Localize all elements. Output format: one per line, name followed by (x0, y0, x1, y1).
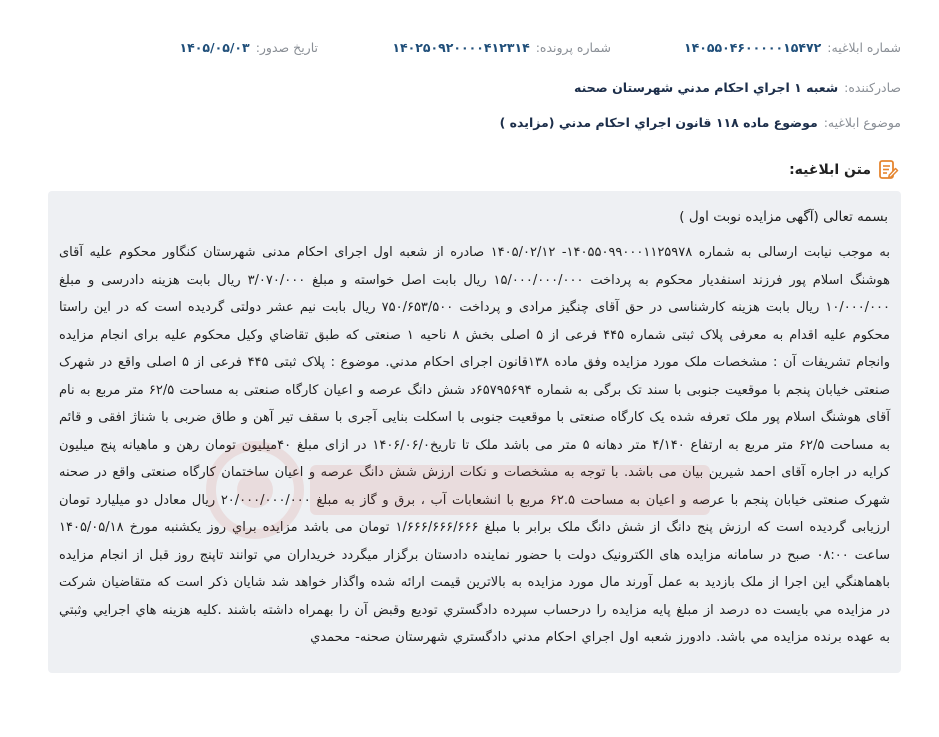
notice-number-field (684, 40, 901, 55)
document-edit-icon (877, 159, 899, 181)
issue-date-label: تاريخ صدور: (255, 39, 318, 55)
issue-date: ۱۴۰۵/۰۵/۰۳ (179, 39, 250, 55)
issuer: شعبه ۱ اجراي احکام مدني شهرستان صحنه (573, 80, 839, 95)
issuer-label: صادرکننده: (844, 80, 901, 95)
issuer-row (574, 80, 901, 95)
content-heading: بسمه تعالی (آگهی مزایده نوبت اول ) (679, 209, 888, 225)
subject-label: موضوع ابلاغيه: (823, 115, 901, 130)
notice-content-box (48, 191, 901, 673)
notice-number-label: شماره ابلاغيه: (827, 39, 901, 55)
subject: موضوع ماده ۱۱۸ قانون اجراي احکام مدني (مزايده ) (499, 115, 818, 130)
notice-number: ۱۴۰۵۵۰۴۶۰۰۰۰۰۱۵۴۷۲ (683, 39, 822, 55)
notice-text-title (789, 159, 899, 181)
issue-date-field (180, 40, 318, 55)
subject-row (500, 115, 901, 130)
content-body: به موجب نیابت ارسالی به شماره ۱۴۰۵۵۰۹۹۰۰۰۱۱۲۵۹۷۸- ۱۴۰۵/۰۲/۱۲ صادره از شعبه اول اجرای احکام مدنی شهرستان کنگاور محکوم علیه آقای هوشنگ اسلام پور فرزند اسنفدیار محکوم به پرداخت ۱۵/۰۰۰/۰۰۰/۰۰۰ ریال بابت اصل خواسته و مبلغ ۳/۰۷۰/۰۰۰ ریال بابت هزینه دادرسی و مبلغ ۱۰/۰۰۰/۰۰۰ ریال بابت هزینه کارشناسی در حق آقای چنگیز مرادی و پرداخت ۷۵۰/۶۵۳/۵۰۰ ریال بابت نیم عشر دولتی گردیده است که در این راستا محکوم علیه اقدام به معرفی پلاک ثبتی شماره ۴۴۵ فرعی از ۵ اصلی بخش ۸ ناحیه ۱ صنعتی که طبق تقاضاي وکیل محکوم علیه برای انجام مزایده وانجام تشریفات آن : مشخصات ملک مورد مزایده وفق ماده ۱۳۸قانون اجرای احکام مدني. موضوع : پلاک ثبتی ۴۴۵ فرعی از ۵ اصلی واقع در شهرک صنعتی خیابان پنجم با موقعیت جنوبی با سند تک برگی به شماره ۶۵۷۹۵۶۹۴د شش دانگ عرصه و اعیان کارگاه صنعتی به مساحت ۶۲/۵ متر مربع به نام آقای هوشنگ اسلام پور ملک تعرفه شده یک کارگاه صنعتی با موقعیت جنوبی با اسکلت بنایی آجری با سقف تیر آهن و طاق ضربی با شناژ افقی و قائم به مساحت ۶۲/۵ متر مربع به ارتفاع ۴/۱۴۰ متر دهانه ۵ متر می باشد ملک تا تاریخ۱۴۰۶/۰۶/۰ در ازای مبلغ ۴۰میلیون تومان رهن و ماهیانه پنج میلیون کرایه در اجاره آقای احمد شیرین بیان می باشد. با توجه به مشخصات و نکات ارزش شش دانگ عرصه و اعیان ساختمان کارگاه صنعتی واقع در صحنه شهرک صنعتی خیابان پنجم با عرصه و اعیان به مساحت ۶۲.۵ مربع با انشعابات آب ، برق و گاز به مبلغ ۲۰/۰۰۰/۰۰۰/۰۰۰ ریال معادل دو میلیارد تومان ارزیابی گردیده است که ارزش پنج دانگ از شش دانگ ملک برابر با مبلغ ۱/۶۶۶/۶۶۶/۶۶۶ تومان می باشد مزايده براي روز یکشنبه مورخ ۱۴۰۵/۰۵/۱۸ ساعت ۰۸:۰۰ صبح در سامانه مزایده های الکترونیک دولت با حضور نماينده دادستان برگزار ميگردد خريداران مي توانند تاپنج روز قبل از انجام مزايده باهماهنگي اين اجرا از ملک بازديد به عمل آورند مال مورد مزايده به بالاترين قيمت ارائه شده واگذار خواهد شد شايان ذکر است که متقاضيان شرکت در مزايده مي بايست ده درصد از مبلغ پايه مزايده را درحساب سپرده دادگستري توديع وقبض آن را بهمراه داشته باشند .کليه هزينه هاي اجرايي وثبتي به عهده برنده مزايده مي باشد. دادورز شعبه اول اجراي احکام مدني دادگستري شهرستان صحنه- محمدي (59, 245, 891, 645)
notice-text-title-label: متن ابلاغيه: (789, 162, 871, 178)
case-number-field (392, 40, 611, 55)
case-number: ۱۴۰۲۵۰۹۲۰۰۰۰۴۱۲۳۱۴ (392, 39, 530, 55)
case-number-label: شماره پرونده: (535, 39, 611, 55)
